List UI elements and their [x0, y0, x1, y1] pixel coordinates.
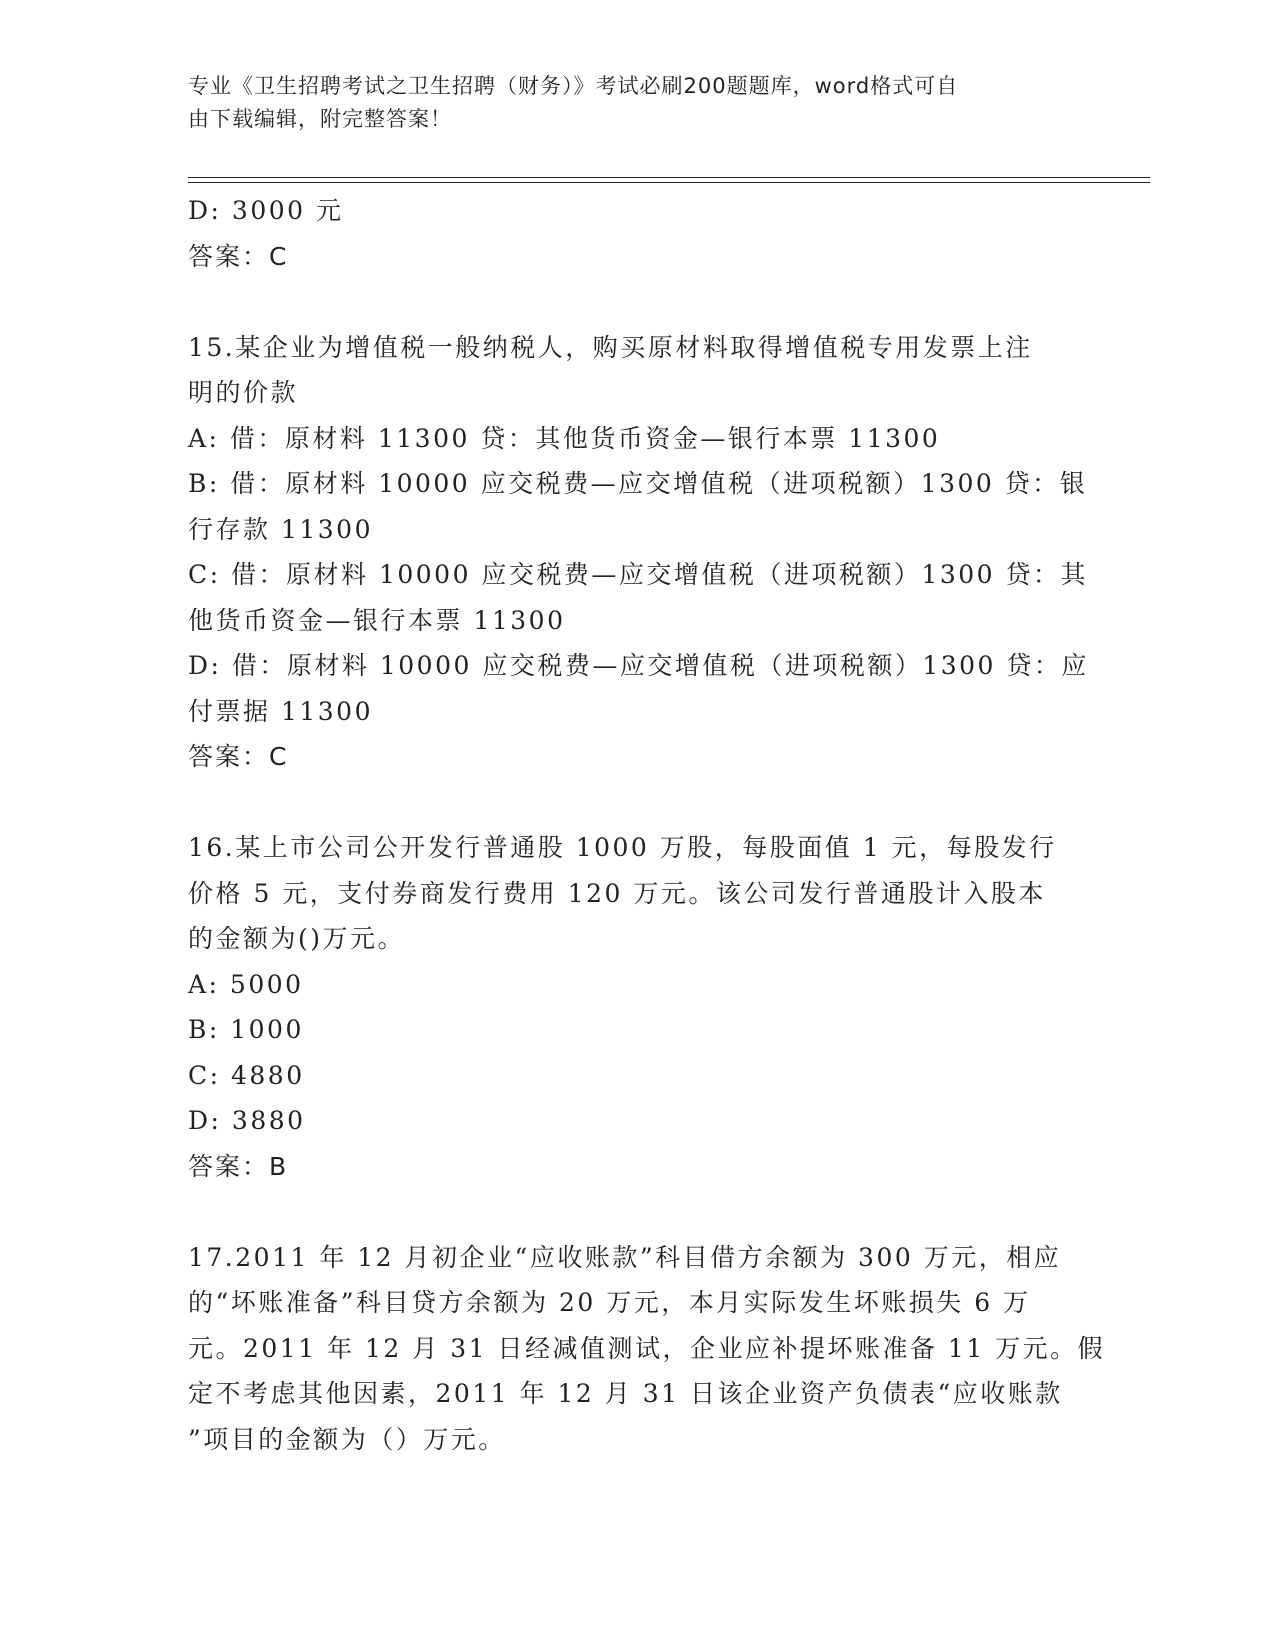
header-line-1: 专业《卫生招聘考试之卫生招聘（财务）》考试必刷200题题库，word格式可自: [188, 74, 959, 98]
prev-question-tail: [188, 188, 1088, 279]
question-stem-line: 元。2011 年 12 月 31 日经减值测试，企业应补提坏账准备 11 万元。假: [188, 1333, 1106, 1363]
question-17: [188, 1235, 1106, 1463]
question-stem-line: 定不考虑其他因素，2011 年 12 月 31 日该企业资产负债表“应收账款: [188, 1379, 1063, 1408]
question-stem-line: 价格 5 元，支付券商发行费用 120 万元。该公司发行普通股计入股本: [188, 878, 1046, 908]
spacer: [188, 279, 1088, 325]
answer-line: 答案：C: [188, 241, 289, 271]
question-stem-line: 的“坏账准备”科目贷方余额为 20 万元，本月实际发生坏账损失 6 万: [188, 1288, 1031, 1317]
option-c: C: 借：原材料 10000 应交税费—应交增值税（进项税额）1300 贷：其: [188, 560, 1088, 589]
option-b: B: 1000: [188, 1015, 304, 1044]
header-divider-top: [188, 177, 1150, 178]
page-header: [188, 70, 1078, 136]
option-a: A: 借：原材料 11300 贷：其他货币资金—银行本票 11300: [188, 423, 941, 453]
question-stem-line: 的金额为()万元。: [188, 924, 406, 953]
option-d-cont: 付票据 11300: [188, 696, 373, 726]
option-b: B: 借：原材料 10000 应交税费—应交增值税（进项税额）1300 贷：银: [188, 469, 1088, 498]
header-divider-bottom: [188, 182, 1150, 183]
spacer: [188, 780, 1088, 826]
option-d: D: 3880: [188, 1106, 306, 1135]
option-d: D: 借：原材料 10000 应交税费—应交增值税（进项税额）1300 贷：应: [188, 651, 1089, 680]
question-15: [188, 325, 1088, 780]
option-b-cont: 行存款 11300: [188, 514, 373, 544]
document-body: [188, 188, 1106, 1462]
option-a: A: 5000: [188, 969, 304, 999]
spacer: [188, 1189, 1088, 1235]
question-16: [188, 825, 1088, 1189]
answer-line: 答案：B: [188, 1151, 289, 1181]
option-c: C: 4880: [188, 1060, 305, 1090]
question-stem-line: 15.某企业为增值税一般纳税人，购买原材料取得增值税专用发票上注: [188, 332, 1033, 362]
answer-line: 答案：C: [188, 742, 289, 771]
question-stem-line: ”项目的金额为（）万元。: [188, 1424, 506, 1454]
option-c-cont: 他货币资金—银行本票 11300: [188, 605, 566, 635]
question-stem-line: 16.某上市公司公开发行普通股 1000 万股，每股面值 1 元，每股发行: [188, 833, 1057, 862]
question-stem-line: 明的价款: [188, 378, 299, 407]
header-line-2: 由下载编辑，附完整答案！: [188, 107, 452, 131]
question-stem-line: 17.2011 年 12 月初企业“应收账款”科目借方余额为 300 万元，相应: [188, 1242, 1062, 1272]
option-d: D: 3000 元: [188, 196, 344, 225]
